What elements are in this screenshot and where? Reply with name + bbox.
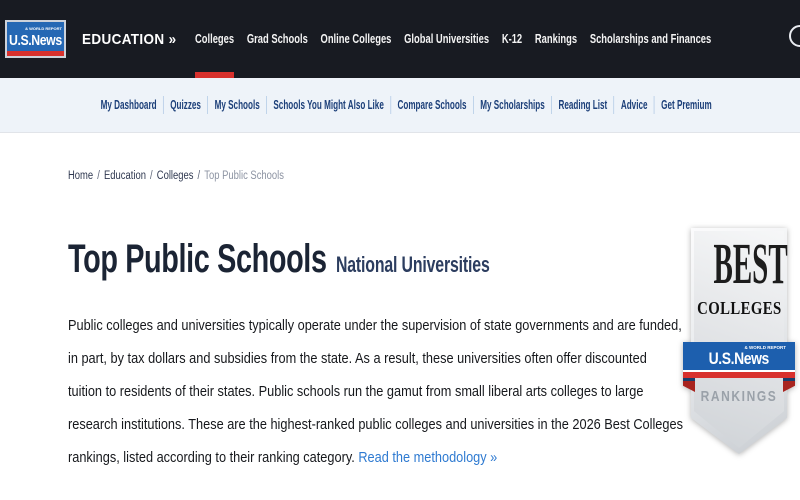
usnews-logo-subtext: & WORLD REPORT [25,26,62,31]
badge-ribbon-tail-left [683,378,695,392]
breadcrumb-item[interactable]: Colleges / [157,170,205,182]
usnews-logo-redbar [7,51,64,56]
secondary-nav-item[interactable]: Advice [613,96,653,114]
badge-usnews-text: U.S.News [708,349,770,368]
secondary-nav [0,78,800,133]
page-heading [68,239,595,279]
page-title: Top Public Schools [68,237,327,281]
badge-rankings-text: RANKINGS [700,388,778,405]
secondary-nav-item[interactable]: My Schools [207,96,266,114]
badge-ribbon [683,342,795,378]
intro-paragraph [68,309,683,474]
badge-usnews-subtext: & WORLD REPORT [744,345,786,350]
breadcrumb-separator: / [150,170,153,182]
methodology-link[interactable]: Read the methodology » [358,449,498,466]
badge-best-text: BEST [713,231,788,296]
primary-nav-item[interactable]: K-12 [501,32,523,46]
secondary-nav-item[interactable]: Compare Schools [390,96,473,114]
breadcrumb-item[interactable]: Education / [104,170,157,182]
breadcrumb [68,170,800,182]
top-navbar [0,0,800,78]
breadcrumb-item[interactable]: Top Public Schools [204,170,292,182]
intro-text: Public colleges and universities typically operate under the supervision of state governments and are funded, in part, by tax dollars and subsidies from the state. As a result, these universities often offer discounted tuition to residents of their states. Public schools run the gamut from small liberal arts colleges to large research institutions. These are the highest-ranked public colleges and universities in the 2026 Best Colleges rankings, listed according to their ranking category. [68,317,683,466]
primary-nav-item[interactable]: Rankings [534,32,578,46]
usnews-logo-text: U.S.News [9,32,62,49]
breadcrumb-list [68,170,668,182]
breadcrumb-separator: / [197,170,201,182]
page-subtitle: National Universities [335,252,490,277]
secondary-nav-item[interactable]: Get Premium [654,96,718,114]
primary-nav-list [195,0,711,78]
primary-nav-item[interactable]: Colleges [195,0,234,78]
secondary-nav-item[interactable]: My Dashboard [100,98,157,112]
best-colleges-badge [688,222,790,456]
breadcrumb-item[interactable]: Home / [68,170,104,182]
secondary-nav-item[interactable]: My Scholarships [473,96,551,114]
secondary-nav-item[interactable]: Schools You Might Also Like [266,96,390,114]
education-section-link[interactable]: EDUCATION » [82,30,177,48]
secondary-nav-item[interactable]: Reading List [551,96,613,114]
primary-nav [195,0,800,78]
primary-nav-item[interactable]: Online Colleges [320,32,392,46]
badge-ribbon-tail-right [783,378,795,392]
badge-colleges-text: COLLEGES [697,298,782,318]
breadcrumb-separator: / [97,170,100,182]
primary-nav-item[interactable]: Scholarships and Finances [589,32,712,46]
secondary-nav-item[interactable]: Quizzes [163,96,207,114]
breadcrumb-separator [284,170,292,182]
secondary-nav-list [94,96,718,114]
usnews-logo[interactable] [5,20,66,58]
primary-nav-item[interactable]: Global Universities [404,32,490,46]
primary-nav-item[interactable]: Grad Schools [246,32,308,46]
